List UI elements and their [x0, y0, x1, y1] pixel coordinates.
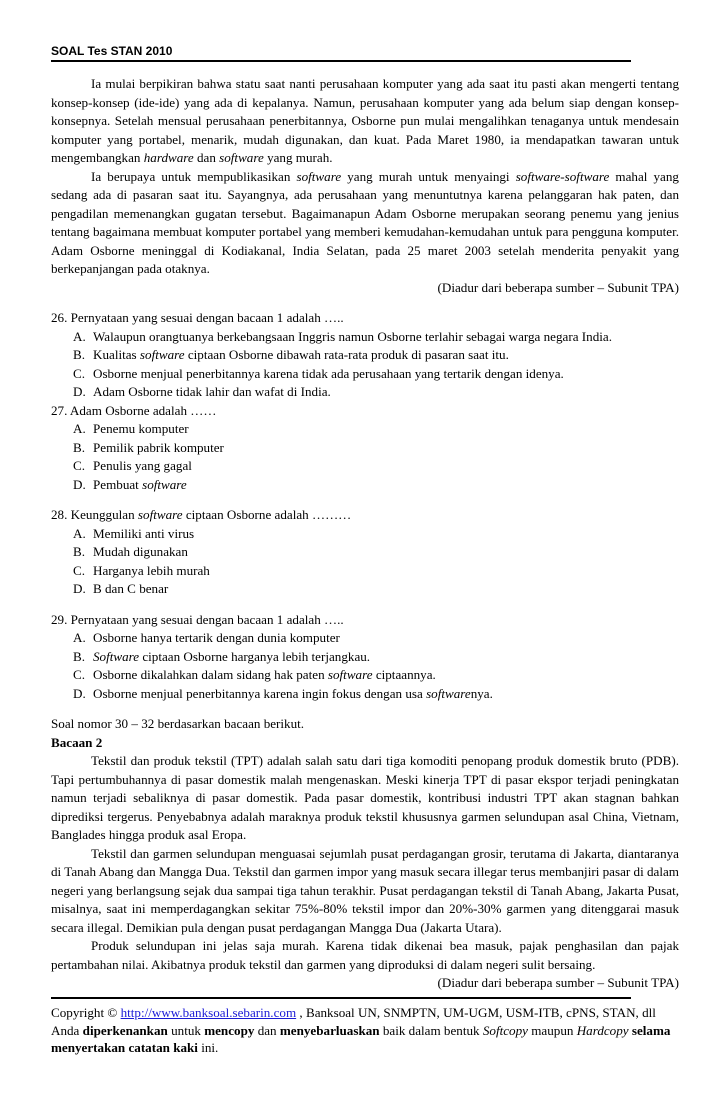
option-28-d: D. B dan C benar	[73, 581, 169, 596]
reading1-paragraph-2: Ia berupaya untuk mempublikasikan software yang murah untuk menyaingi software-software mahal yang sedang ada di pasaran saat itu. Sayangnya, ada perusahaan yang menuntutnya karena pelanggaran hak paten, dan pengadilan memenangkan gugatan tersebut. Bagaimanapun Adam Osborne merupakan seorang penemu yang jenius tentang bagaimana membuat komputer portabel yang memberi kemudahan-kemudahan untuk para pengguna komputer. Adam Osborne meninggal di Kodiakanal, India Selatan, pada 25 maret 2003 setelah menderita penyakit yang berkepanjangan pada otaknya.	[51, 168, 679, 276]
question-26: 26. Pernyataan yang sesuai dengan bacaan 1 adalah …..	[51, 310, 344, 325]
option-29-d: D. Osborne menjual penerbitannya karena ingin fokus dengan usa softwarenya.	[73, 685, 493, 701]
reading2-paragraph-2: Tekstil dan garmen selundupan menguasai sejumlah pusat perdagangan grosir, terutama di Jakarta, diantaranya di Tanah Abang dan Mangga Dua. Tekstil dan garmen impor yang masuk secara illegar terus membanjiri pasar di dalam negeri yang berlangsung sejak dua sampai tiga tahun terakhir. Pusat perdagangan tekstil di Tanah Abang, Jakarta Pusat, misalnya, saat ini memperdagangkan sekitar 75%-80% tekstil impor dan 20%-30% garmen yang ditenggarai masuk secara illegal. Demikian pula dengan pusat perdagangan Mangga Dua (Jakarta Utara).	[51, 845, 679, 935]
reading2-source: (Diadur dari beberapa sumber – Subunit TPA)	[437, 975, 679, 990]
reading2-title: Bacaan 2	[51, 734, 103, 750]
option-27-a: A. Penemu komputer	[73, 421, 189, 436]
option-26-c: C. Osborne menjual penerbitannya karena tidak ada perusahaan yang tertarik dengan idenya.	[73, 365, 564, 381]
option-29-a: A. Osborne hanya tertarik dengan dunia komputer	[73, 630, 340, 645]
footer-link[interactable]: http://www.banksoal.sebarin.com	[120, 1005, 297, 1020]
option-28-c: C. Harganya lebih murah	[73, 562, 210, 578]
option-26-a: A. Walaupun orangtuanya berkebangsaan Inggris namun Osborne terlahir sebagai warga negara India.	[73, 328, 612, 344]
header-rule	[51, 60, 631, 62]
reading2-paragraph-3: Produk selundupan ini jelas saja murah. Karena tidak dikenai bea masuk, pajak penghasilan dan pajak pertambahan nilai. Akibatnya produk tekstil dan garmen yang diproduksi di dalam negeri sulit bersaing.	[51, 938, 679, 972]
reading1-paragraph-1: Ia mulai berpikiran bahwa statu saat nanti perusahaan komputer yang ada saat itu pasti akan mengerti tentang konsep-konsep (ide-ide) yang ada di kepalanya. Namun, perusahaan komputer yang ada belum siap dengan konsep-konsepnya. Setelah mensual perusahaan penerbitannya, Osborne pun mulai mengalihkan tenaganya untuk mendesain komputer yang portabel, menarik, mudah digunakan, dan kuat. Pada Maret 1980, ia mendapatkan tawaran untuk mengembangkan hardware dan software yang murah.	[51, 76, 679, 165]
option-28-b: B. Mudah digunakan	[73, 544, 188, 559]
option-27-c: C. Penulis yang gagal	[73, 458, 192, 473]
option-26-b: B. Kualitas software ciptaan Osborne dibawah rata-rata produk di pasaran saat itu.	[73, 347, 509, 362]
document-body	[51, 75, 679, 993]
option-29-b: B. Software ciptaan Osborne harganya lebih terjangkau.	[73, 648, 371, 664]
page-header: SOAL Tes STAN 2010	[51, 44, 173, 58]
reading2-paragraph-1: Tekstil dan produk tekstil (TPT) adalah salah satu dari tiga komoditi penopang produk domestik bruto (PDB). Tapi pertumbuhannya di pasar domestik malah mengenaskan. Meski kinerja TPT di pasar ekspor terjadi peningkatan namun terjadi sebaliknya di pasar domestik. Pada pasar domestik, kontribusi industri TPT akan stagnan bahkan diprediksi tergerus. Penyebabnya adalah maraknya produk tekstil khususnya garmen selundupan asal China, Vietnam, Banglades hingga produk asal Eropa.	[51, 753, 679, 842]
option-27-d: D. Pembuat software	[73, 476, 187, 492]
question-29: 29. Pernyataan yang sesuai dengan bacaan 1 adalah …..	[51, 611, 344, 627]
reading2-intro: Soal nomor 30 – 32 berdasarkan bacaan berikut.	[51, 716, 305, 731]
option-28-a: A. Memiliki anti virus	[73, 525, 195, 541]
page-footer: Copyright © http://www.banksoal.sebarin.com , Banksoal UN, SNMPTN, UM-UGM, USM-ITB, cPNS, STAN, dll Anda diperkenankan untuk mencopy dan menyebarluaskan baik dalam bentuk Softcopy maupun Hardcopy selama menyertakan catatan kaki ini.	[51, 1005, 671, 1055]
footer-rule	[51, 997, 631, 999]
question-27: 27. Adam Osborne adalah ……	[51, 402, 217, 418]
option-27-b: B. Pemilik pabrik komputer	[73, 439, 224, 455]
question-28: 28. Keunggulan software ciptaan Osborne adalah ………	[51, 507, 352, 522]
option-26-d: D. Adam Osborne tidak lahir dan wafat di India.	[73, 384, 331, 399]
option-29-c: C. Osborne dikalahkan dalam sidang hak paten software ciptaannya.	[73, 667, 436, 682]
reading1-source: (Diadur dari beberapa sumber – Subunit TPA)	[437, 279, 679, 295]
